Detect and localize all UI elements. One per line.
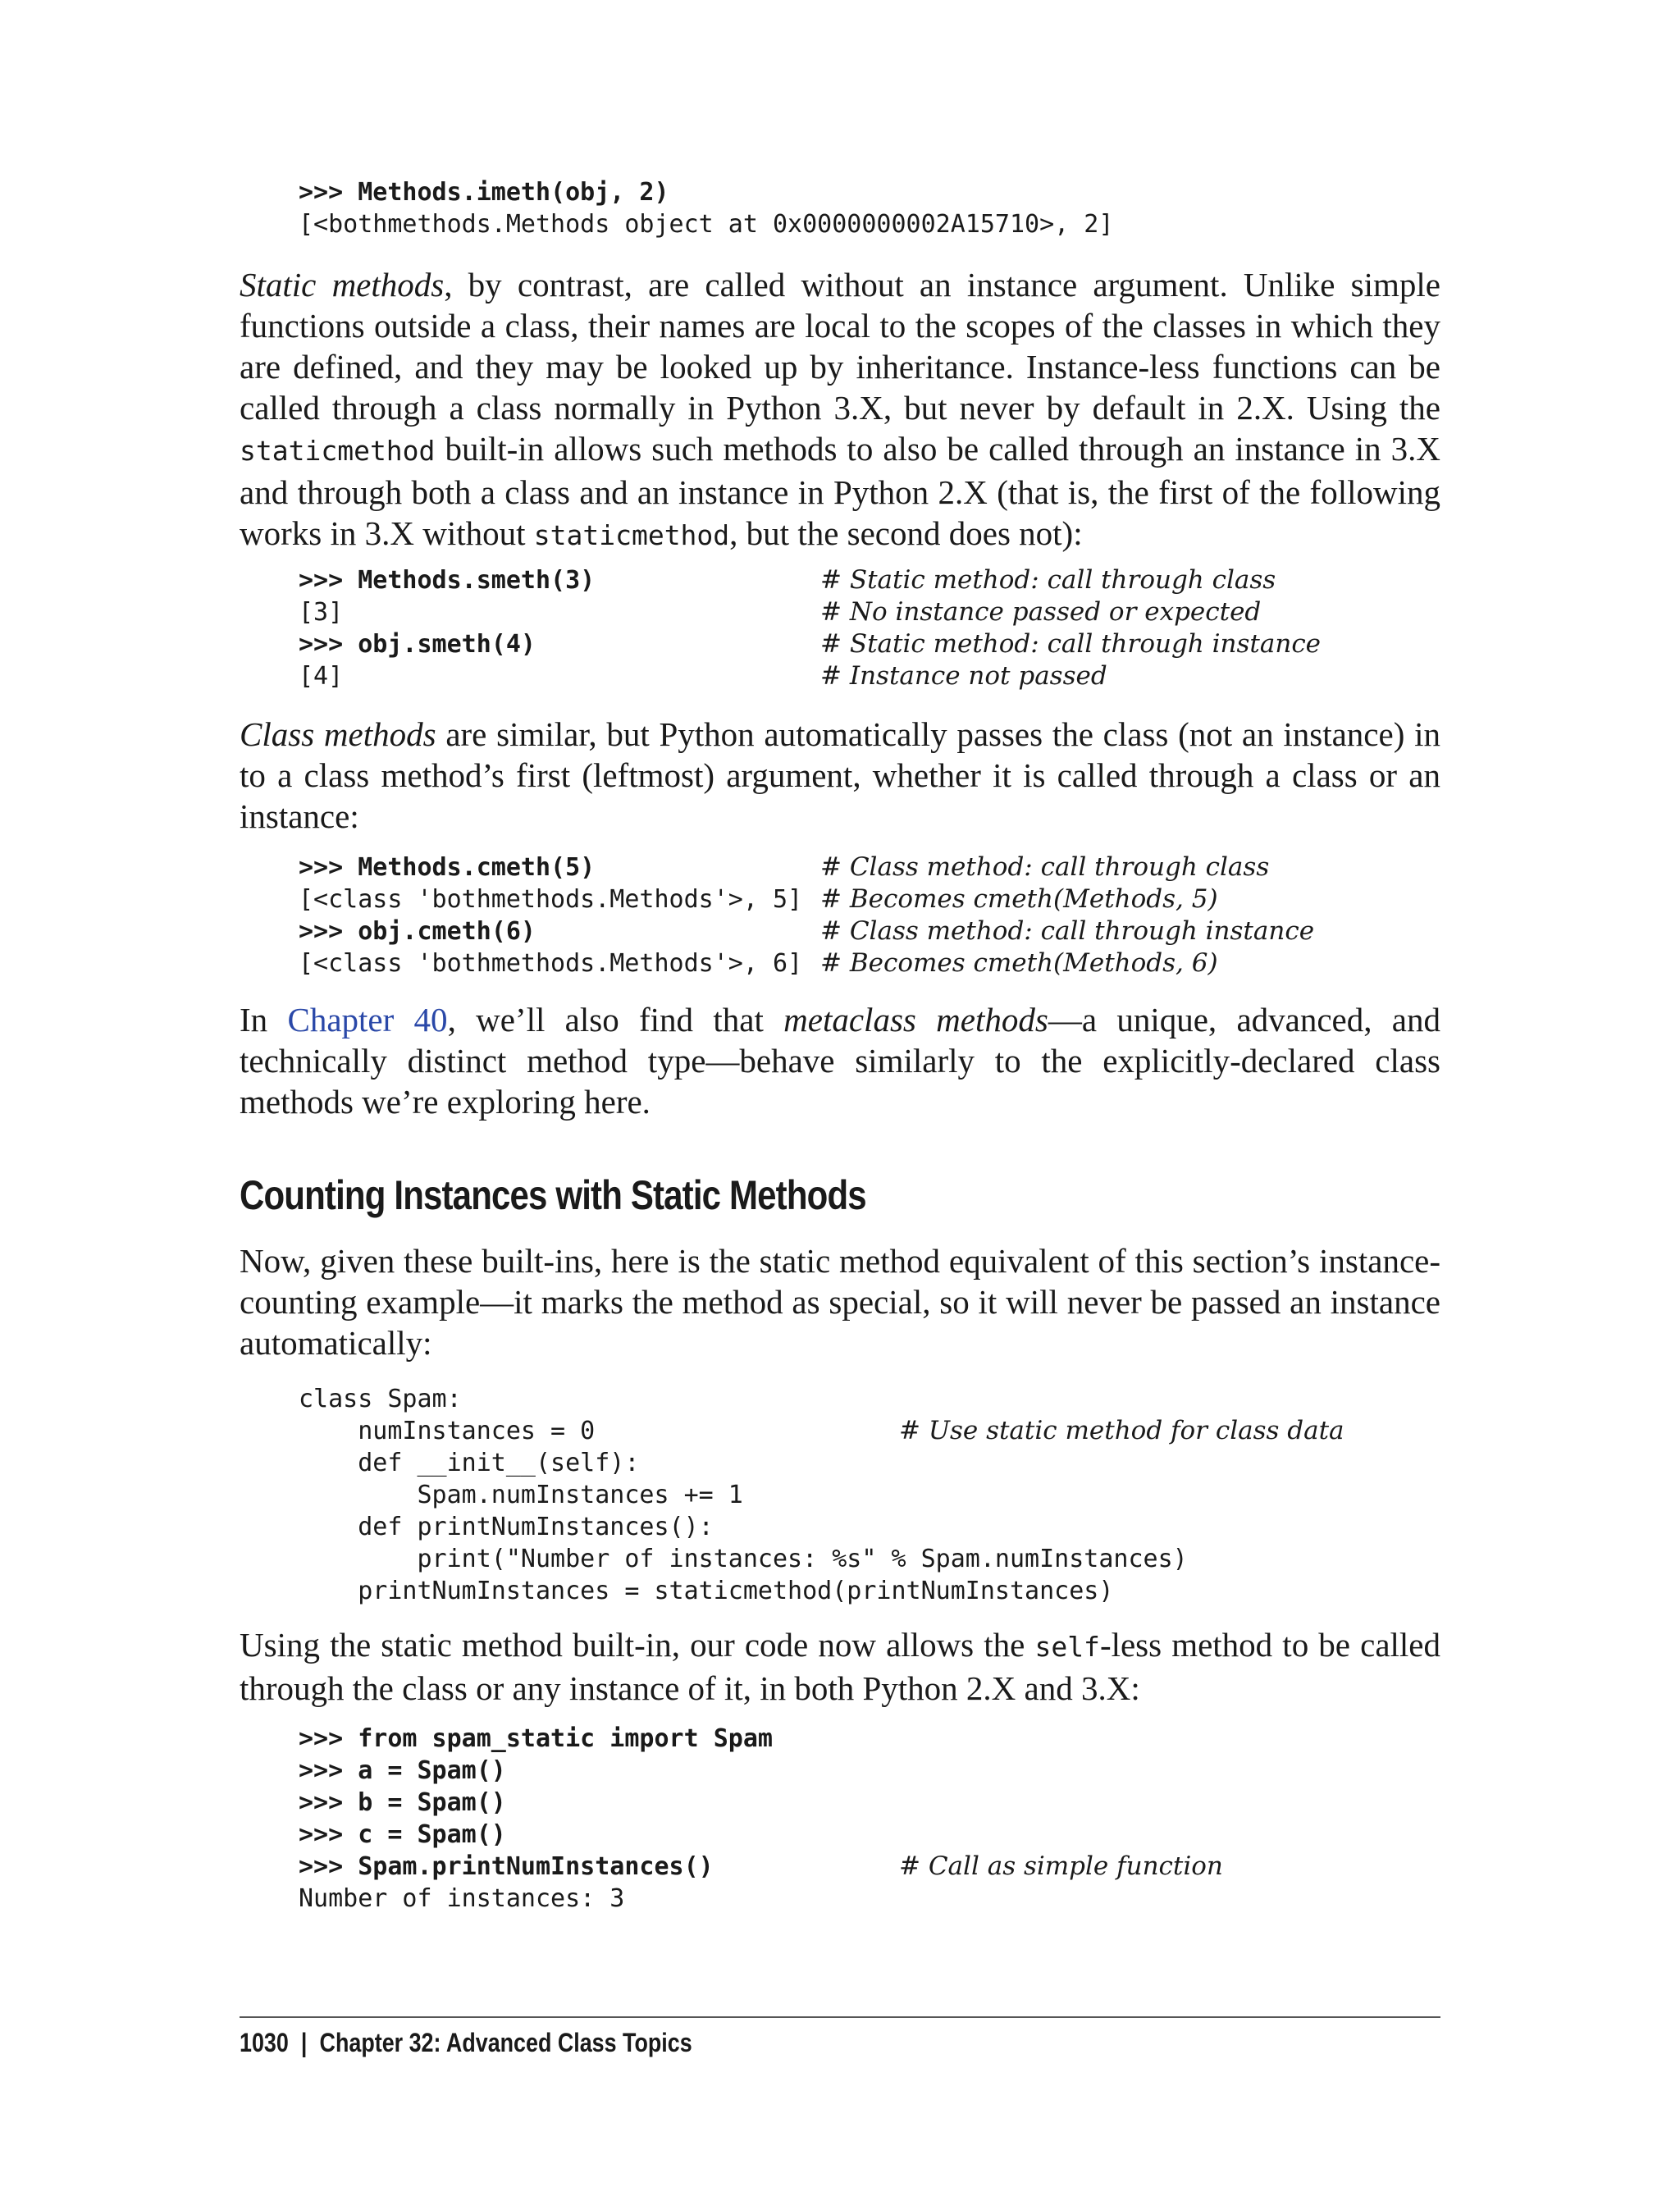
footer-separator: | [300, 2028, 308, 2057]
code-line: >>> obj.smeth(4) [299, 630, 536, 659]
code-line: >>> obj.cmeth(6) [299, 917, 536, 946]
code-line: [3] [299, 598, 344, 627]
text: built-in allows such methods to also be called through an instance in 3.X and through both a class and an instance in Python 2.X (that is, the first of the following works in 3.X without [240, 430, 1440, 552]
code-line: >>> b = Spam() [299, 1788, 506, 1817]
code-comment: # No instance passed or expected [820, 597, 1262, 627]
chapter-40-link[interactable]: Chapter 40 [287, 1001, 448, 1039]
code-block-cmeth [299, 851, 802, 979]
code-line: >>> a = Spam() [299, 1756, 506, 1785]
code-comment: # Class method: call through class [820, 852, 1270, 882]
page-number: 1030 [240, 2028, 289, 2057]
paragraph-metaclass [240, 999, 1440, 1122]
code-line: >>> Spam.printNumInstances() [299, 1852, 714, 1881]
code-line: def printNumInstances(): [299, 1513, 714, 1541]
code-comment: # Becomes cmeth(Methods, 5) [820, 884, 1218, 914]
code-line: Spam.numInstances += 1 [299, 1481, 743, 1509]
paragraph-static-methods [240, 264, 1440, 556]
text: Using the static method built-in, our code now allows the [240, 1626, 1035, 1664]
code-line: >>> c = Spam() [299, 1820, 506, 1849]
code-line: class Spam: [299, 1385, 462, 1413]
code-line: print("Number of instances: %s" % Spam.numInstances) [299, 1545, 1188, 1573]
code-comment: # Static method: call through class [820, 565, 1276, 595]
inline-code: self [1034, 1631, 1100, 1663]
code-comment: # Static method: call through instance [820, 629, 1322, 659]
code-line: >>> Methods.cmeth(5) [299, 853, 596, 882]
code-comment: # Call as simple function [899, 1851, 1223, 1881]
section-heading: Counting Instances with Static Methods [240, 1172, 866, 1218]
code-line: [4] [299, 662, 344, 691]
code-line: Number of instances: 3 [299, 1884, 625, 1913]
text: , but the second does not): [729, 514, 1083, 552]
text: -less method to be called through the class or any instance of it, in both Python 2.X and 3.X: [240, 1626, 1440, 1707]
code-line: >>> Methods.smeth(3) [299, 566, 596, 595]
text: are similar, but Python automatically passes the class (not an instance) in to a class method’s first (leftmost) argument, whether it is called through a class or an instance: [240, 715, 1440, 835]
code-block-spam-usage [299, 1723, 773, 1915]
code-block-imeth [299, 176, 1113, 240]
code-line: printNumInstances = staticmethod(printNumInstances) [299, 1577, 1114, 1605]
code-comment: # Class method: call through instance [820, 916, 1315, 946]
emphasis: Class methods [240, 715, 436, 753]
text: —a unique, advanced, and technically distinct method type—behave similarly to the explicitly-declared class methods we’re exploring here. [240, 1001, 1440, 1121]
inline-code: staticmethod [240, 435, 436, 467]
code-line: def __init__(self): [299, 1449, 640, 1477]
emphasis: metaclass methods [783, 1001, 1048, 1039]
code-line: [<bothmethods.Methods object at 0x0000000002A15710>, 2] [299, 210, 1114, 239]
text: , we’ll also find that [447, 1001, 784, 1039]
code-comment: # Becomes cmeth(Methods, 6) [820, 948, 1218, 978]
inline-code: staticmethod [533, 519, 730, 551]
footer-rule [240, 2016, 1440, 2018]
code-line: [<class 'bothmethods.Methods'>, 6] [299, 949, 803, 978]
paragraph-static-builtin [240, 1624, 1440, 1709]
text: , by contrast, are called without an instance argument. Unlike simple functions outside a class, their names are local to the scopes of the classes in which they are defined, and they may be looked up by inheritance. Instance-less functions can be called through a class normally in Python 3.X, but never by default in 2.X. Using the [240, 266, 1441, 427]
paragraph-counting-intro: Now, given these built-ins, here is the static method equivalent of this section’s instance-counting example—it marks the method as special, so it will never be passed an instance automatically: [240, 1242, 1440, 1362]
chapter-title: Chapter 32: Advanced Class Topics [319, 2028, 692, 2057]
emphasis: Static methods [240, 266, 445, 304]
page-footer [240, 2028, 692, 2058]
code-line: numInstances = 0 [299, 1417, 596, 1445]
code-block-smeth [299, 564, 595, 692]
text: In [240, 1001, 288, 1039]
paragraph-class-methods [240, 714, 1440, 837]
code-line: >>> Methods.imeth(obj, 2) [299, 178, 669, 207]
code-line: >>> from spam_static import Spam [299, 1724, 773, 1753]
code-line: [<class 'bothmethods.Methods'>, 5] [299, 885, 803, 914]
code-comment: # Use static method for class data [899, 1416, 1344, 1445]
code-comment: # Instance not passed [820, 661, 1107, 691]
